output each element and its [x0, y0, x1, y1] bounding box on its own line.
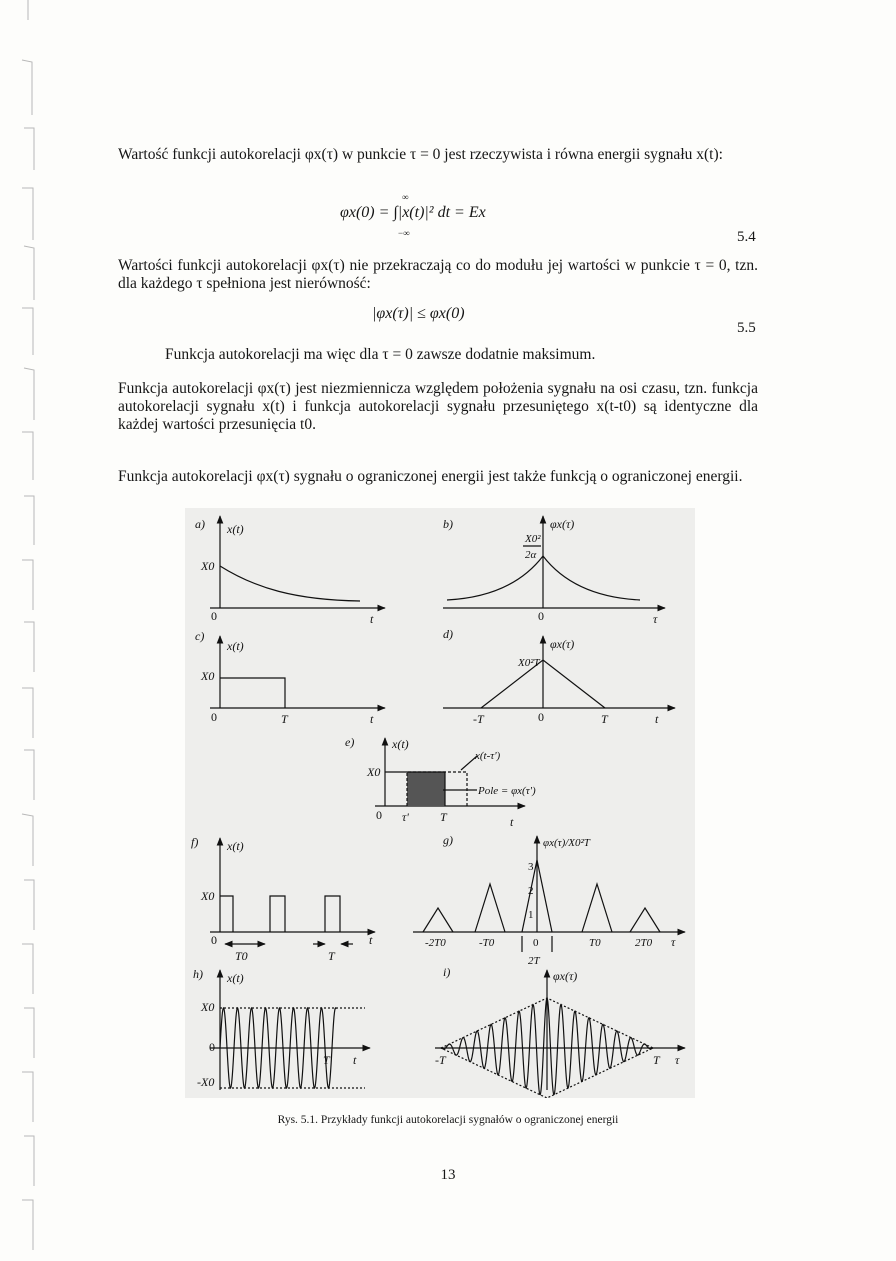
page-number: 13: [440, 1167, 456, 1183]
equation-number-5-4: 5.4: [737, 229, 756, 245]
figure-caption: Rys. 5.1. Przykłady funkcji autokorelacji sygnałów o ograniczonej energii: [277, 1114, 619, 1126]
panel-g-xlabel: τ: [671, 935, 676, 949]
panel-d-tick: T: [601, 712, 608, 726]
panel-f-period: T0: [235, 949, 248, 963]
panel-d-tag: d): [443, 627, 453, 641]
panel-b-tag: b): [443, 517, 453, 531]
panel-b-xlabel: τ: [653, 612, 658, 626]
scan-edge-marks: [0, 0, 40, 1261]
paragraph-bounded-autocorrelation: Wartości funkcji autokorelacji φx(τ) nie przekraczają co do modułu jej wartości w punkcie τ = 0, tzn. dla każdego τ spełniona jest nierówność:: [118, 257, 758, 292]
panel-d-ylabel: φx(τ): [550, 637, 575, 651]
panel-b-origin: 0: [538, 609, 544, 623]
panel-c-origin: 0: [211, 710, 217, 724]
panel-g-xtick-zero: 0: [533, 937, 539, 949]
paragraph-positive-maximum: Funkcja autokorelacji ma więc dla τ = 0 zawsze dodatnie maksimum.: [165, 346, 596, 363]
panel-e-shift-label: x(t-τ'): [475, 750, 501, 762]
panel-f-origin: 0: [211, 933, 217, 947]
panel-g-xtick-2t0: 2T0: [635, 937, 653, 949]
panel-a-level: X0: [201, 559, 215, 573]
panel-e-tag: e): [345, 735, 355, 749]
panel-a-xlabel: t: [370, 612, 374, 626]
panel-e-tick: T: [440, 810, 447, 824]
panel-f-xlabel: t: [369, 933, 373, 947]
panel-i-neg-tick: -T: [435, 1053, 446, 1067]
panel-a-ylabel: x(t): [227, 522, 244, 536]
panel-c-xlabel: t: [370, 712, 374, 726]
panel-e-ylabel: x(t): [392, 737, 409, 751]
panel-c-tag: c): [195, 629, 205, 643]
panel-e-area-label: Pole = φx(τ'): [478, 785, 536, 797]
panel-g-xtick-neg-t0: -T0: [479, 937, 495, 949]
panel-g-xtick-t0: T0: [589, 937, 601, 949]
panel-c-level: X0: [201, 669, 215, 683]
equation-5-4-body: φx(0) = ∫|x(t)|² dt = Ex: [340, 204, 486, 221]
paragraph-autocorrelation-at-zero: Wartość funkcji autokorelacji φx(τ) w punkcie τ = 0 jest rzeczywista i równa energii sygnału x(t):: [118, 146, 723, 163]
panel-g-xtick-neg-2t0: -2T0: [425, 937, 446, 949]
panel-f-tag: f): [191, 835, 199, 849]
panel-g-ylabel: φx(τ)/X0²T: [543, 837, 590, 849]
panel-e-origin: 0: [376, 808, 382, 822]
panel-h-origin: 0: [209, 1040, 215, 1054]
panel-b-peak-numerator: X0²: [525, 533, 541, 545]
panel-e-xlabel: t: [510, 815, 514, 829]
figure-5-1: [185, 508, 695, 1098]
panel-e-overlap-area: [407, 772, 445, 806]
panel-d-xlabel: t: [655, 712, 659, 726]
panel-h-ylabel: x(t): [227, 971, 244, 985]
panel-a-origin: 0: [211, 609, 217, 623]
panel-a-tag: a): [195, 517, 205, 531]
panel-i-xlabel: τ: [675, 1053, 680, 1067]
panel-e-tick-shift: τ': [402, 810, 409, 824]
panel-h-tick: T: [323, 1053, 330, 1067]
panel-c-ylabel: x(t): [227, 639, 244, 653]
panel-i-ylabel: φx(τ): [553, 969, 578, 983]
panel-f-level: X0: [201, 889, 215, 903]
panel-d-neg-tick: -T: [473, 712, 484, 726]
panel-f-ylabel: x(t): [227, 839, 244, 853]
panel-b-peak-denominator: 2α: [525, 549, 537, 561]
equation-5-5: |φx(τ)| ≤ φx(0): [372, 305, 465, 322]
panel-g-ytick-2: 2: [528, 885, 534, 897]
panel-e-level: X0: [367, 765, 381, 779]
panel-d-peak: X0²T: [518, 657, 540, 669]
panel-g-tag: g): [443, 833, 453, 847]
panel-g-width-label: 2T: [528, 955, 540, 967]
panel-b-ylabel: φx(τ): [550, 517, 575, 531]
panel-c-tick: T: [281, 712, 288, 726]
panel-d-origin: 0: [538, 710, 544, 724]
figure-5-1-svg: [185, 508, 695, 1098]
panel-h-xlabel: t: [353, 1053, 357, 1067]
panel-g-ytick-3: 3: [528, 861, 534, 873]
paragraph-time-invariance: Funkcja autokorelacji φx(τ) jest niezmiennicza względem położenia sygnału na osi czasu, tzn. funkcja autokorelacji sygnału x(t) i funkcja autokorelacji sygnału przesuniętego x(t-t0) są identyczne dla każdej wartości przesunięcia t0.: [118, 380, 758, 433]
equation-number-5-5: 5.5: [737, 320, 756, 336]
panel-h-tag: h): [193, 967, 203, 981]
panel-h-level-neg: -X0: [197, 1075, 215, 1089]
panel-h-level-pos: X0: [201, 1000, 215, 1014]
panel-i-tag: i): [443, 965, 451, 979]
paragraph-finite-energy: Funkcja autokorelacji φx(τ) sygnału o ograniczonej energii jest także funkcją o ograniczonej energii.: [118, 468, 743, 485]
panel-i-tick: T: [653, 1053, 660, 1067]
integral-lower-limit: −∞: [398, 228, 410, 238]
integral-upper-limit: ∞: [402, 192, 409, 202]
panel-g-ytick-1: 1: [528, 909, 534, 921]
equation-5-4: [340, 192, 540, 238]
panel-f-width: T: [328, 949, 335, 963]
